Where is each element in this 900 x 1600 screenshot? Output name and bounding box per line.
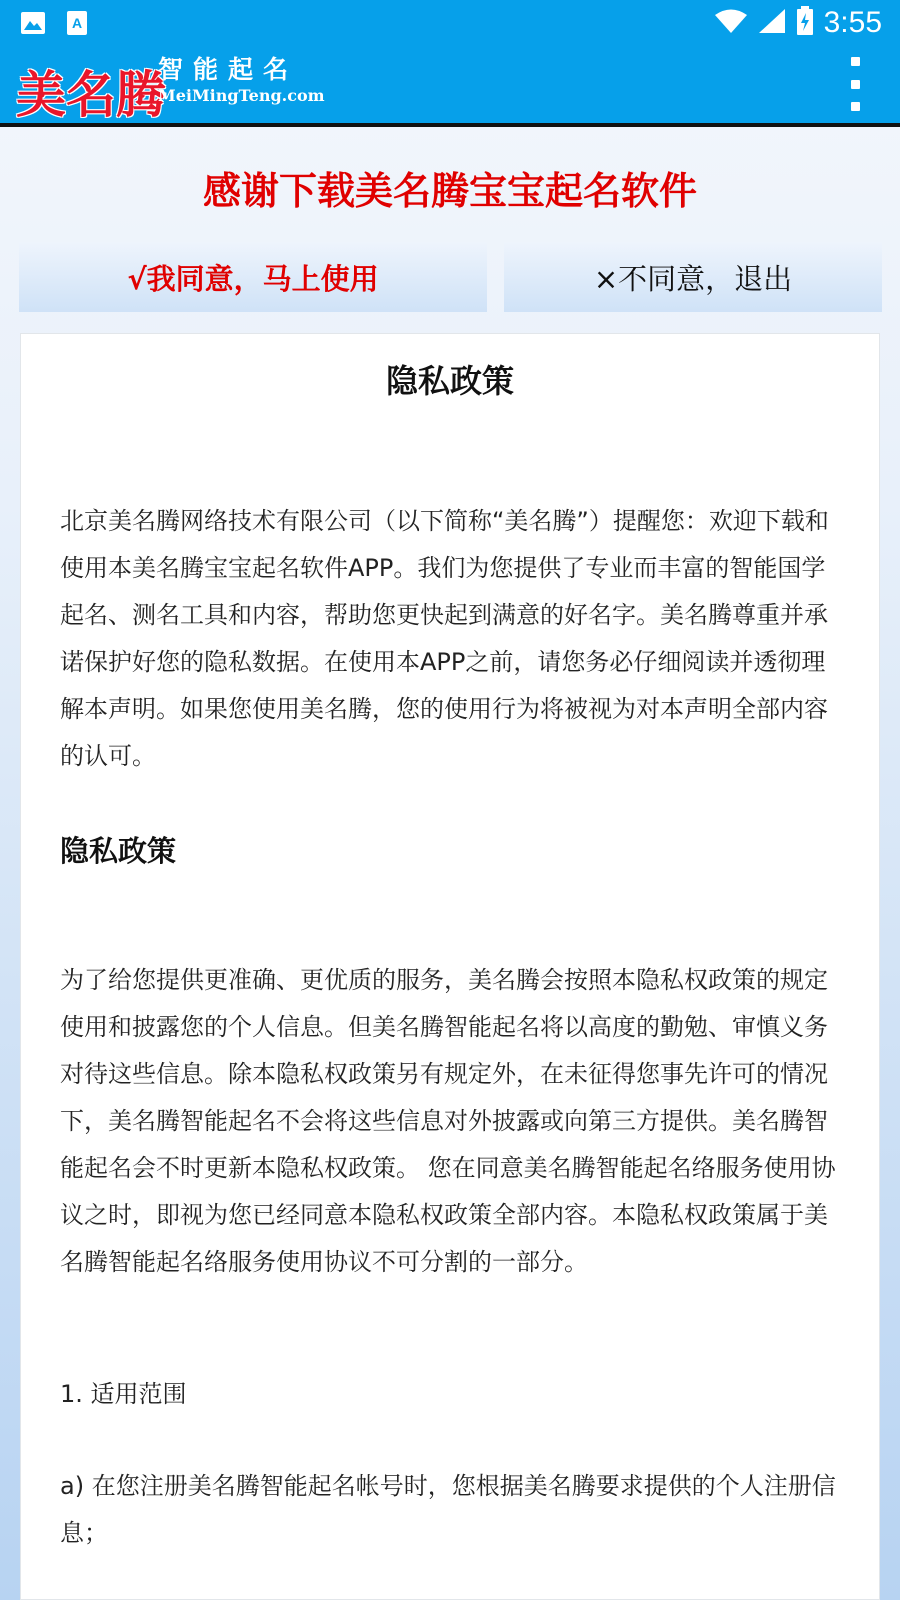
policy-section-paragraph: 为了给您提供更准确、更优质的服务，美名腾会按照本隐私权政策的规定使用和披露您的个人信息。但美名腾智能起名将以高度的勤勉、审慎义务对待这些信息。除本隐私权政策另有规定外，在未征得您事先许可的情况下，美名腾智能起名不会将这些信息对外披露或向第三方提供。美名腾智能起名会不时更新本隐私权政策。 您在同意美名腾智能起名络服务使用协议之时，即视为您已经同意本隐私权政策全部内容。本隐私权政策属于美名腾智能起名络服务使用协议不可分割的一部分。 (60, 966, 836, 1276)
agree-button[interactable]: √我同意，马上使用 (19, 242, 487, 312)
brand-slogan: 智能起名 (158, 55, 299, 84)
brand-domain: MeiMingTeng.com (158, 86, 325, 105)
policy-item-a: a) 在您注册美名腾智能起名帐号时，您根据美名腾要求提供的个人注册信息； (60, 1472, 836, 1547)
brand-logo: 美名腾 (16, 65, 166, 124)
brand-slogan-block (158, 55, 325, 107)
svg-text:A: A (71, 15, 83, 31)
policy-intro-paragraph: 北京美名腾网络技术有限公司（以下简称“美名腾”）提醒您：欢迎下载和使用本美名腾宝宝起名软件APP。我们为您提供了专业而丰富的智能国学起名、测名工具和内容，帮助您更快起到满意的好名字。美名腾尊重并承诺保护好您的隐私数据。在使用本APP之前，请您务必仔细阅读并透彻理解本声明。如果您使用美名腾，您的使用行为将被视为对本声明全部内容的认可。 (60, 507, 829, 770)
section-heading: 隐私政策 (60, 834, 177, 868)
wifi-icon (714, 8, 748, 38)
signal-icon (758, 8, 786, 38)
policy-item-scope: 1. 适用范围 (60, 1380, 187, 1408)
image-notification-icon (20, 11, 46, 39)
more-vert-icon[interactable] (840, 57, 870, 111)
app-bar (0, 45, 900, 127)
policy-content-card[interactable] (20, 333, 880, 1600)
page-title: 感谢下载美名腾宝宝起名软件 (202, 169, 697, 213)
policy-title: 隐私政策 (385, 362, 514, 400)
clock: 3:55 (823, 5, 882, 39)
text-notification-icon (66, 10, 88, 40)
battery-charging-icon (796, 6, 814, 40)
disagree-exit-button[interactable]: ×不同意，退出 (504, 242, 882, 312)
status-bar (0, 0, 900, 45)
